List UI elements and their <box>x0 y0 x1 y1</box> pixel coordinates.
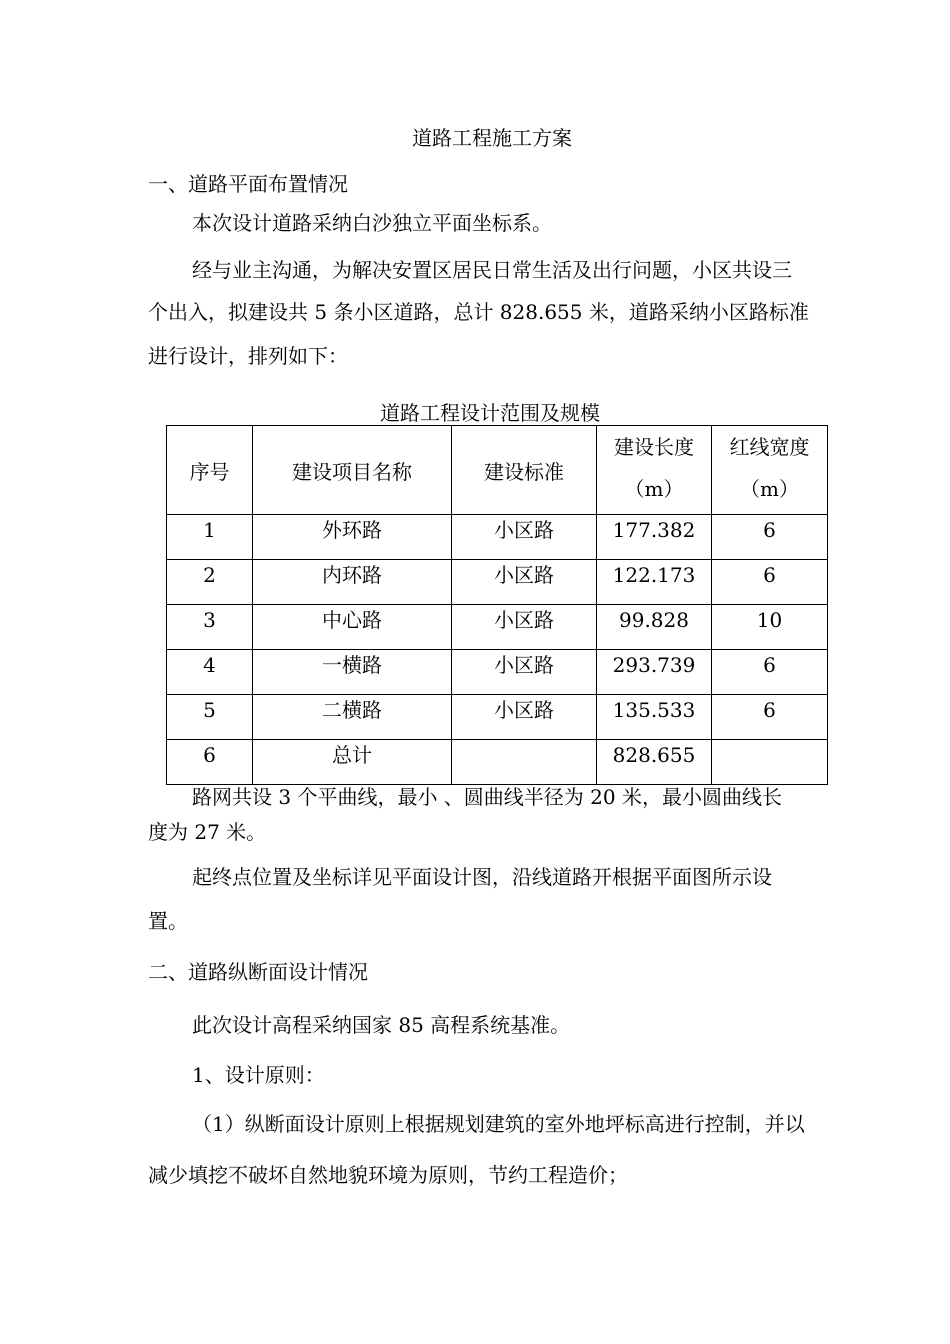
cell-length: 135.533 <box>597 695 712 740</box>
cell-no: 5 <box>167 695 253 740</box>
header-length <box>597 426 712 515</box>
paragraph-curves-line-1: 路网共设 3 个平曲线，最小 、圆曲线半径为 20 米，最小圆曲线长 <box>192 785 782 809</box>
cell-name: 内环路 <box>253 560 452 605</box>
section-heading-plan-layout: 一、道路平面布置情况 <box>148 172 348 196</box>
table-row <box>167 560 828 605</box>
paragraph-roads-line-3: 进行设计，排列如下： <box>148 344 348 368</box>
table-row <box>167 650 828 695</box>
paragraph-roads-line-1: 经与业主沟通，为解决安置区居民日常生活及出行问题，小区共设三 <box>192 258 792 282</box>
paragraph-coordinates-line-1: 起终点位置及坐标详见平面设计图，沿线道路开根据平面图所示设 <box>192 865 772 889</box>
cell-length: 828.655 <box>597 740 712 785</box>
table-header-row <box>167 426 828 515</box>
table-row <box>167 515 828 560</box>
cell-no: 3 <box>167 605 253 650</box>
cell-standard: 小区路 <box>452 515 597 560</box>
document-title: 道路工程施工方案 <box>412 126 572 150</box>
header-length-label: 建设长度 <box>614 435 694 459</box>
header-width-label: 红线宽度 <box>729 435 810 459</box>
header-length-unit: （m） <box>624 477 684 501</box>
cell-length: 293.739 <box>597 650 712 695</box>
cell-standard: 小区路 <box>452 605 597 650</box>
cell-width: 10 <box>712 605 828 650</box>
header-no: 序号 <box>167 426 253 515</box>
cell-standard <box>452 740 597 785</box>
paragraph-principle-1-line-2: 减少填挖不破坏自然地貌环境为原则，节约工程造价； <box>148 1163 628 1187</box>
cell-width <box>712 740 828 785</box>
cell-length: 177.382 <box>597 515 712 560</box>
cell-no: 4 <box>167 650 253 695</box>
cell-name: 二横路 <box>253 695 452 740</box>
cell-length: 122.173 <box>597 560 712 605</box>
cell-no: 1 <box>167 515 253 560</box>
header-standard: 建设标准 <box>452 426 597 515</box>
table-row <box>167 695 828 740</box>
table-row-total <box>167 740 828 785</box>
cell-width: 6 <box>712 560 828 605</box>
table-row <box>167 605 828 650</box>
paragraph-principle-1-line-1: （1）纵断面设计原则上根据规划建筑的室外地坪标高进行控制，并以 <box>192 1112 805 1136</box>
paragraph-roads-line-2: 个出入，拟建设共 5 条小区道路，总计 828.655 米，道路采纳小区路标准 <box>148 300 809 324</box>
paragraph-elevation-system: 此次设计高程采纳国家 85 高程系统基准。 <box>192 1013 571 1037</box>
cell-standard: 小区路 <box>452 650 597 695</box>
cell-name: 中心路 <box>253 605 452 650</box>
cell-width: 6 <box>712 515 828 560</box>
paragraph-coordinates-line-2: 置。 <box>148 909 188 933</box>
section-heading-profile-design: 二、道路纵断面设计情况 <box>148 960 368 984</box>
cell-name: 一横路 <box>253 650 452 695</box>
cell-no: 2 <box>167 560 253 605</box>
cell-no: 6 <box>167 740 253 785</box>
header-name: 建设项目名称 <box>253 426 452 515</box>
paragraph-curves-line-2: 度为 27 米。 <box>148 820 267 844</box>
paragraph-design-principles-heading: 1、设计原则： <box>192 1063 325 1087</box>
cell-name: 总计 <box>253 740 452 785</box>
header-width-unit: （m） <box>740 477 799 501</box>
cell-width: 6 <box>712 650 828 695</box>
paragraph-coordinate-system: 本次设计道路采纳白沙独立平面坐标系。 <box>192 211 552 235</box>
road-scope-table <box>166 425 828 785</box>
cell-name: 外环路 <box>253 515 452 560</box>
table-caption: 道路工程设计范围及规模 <box>380 401 600 425</box>
cell-standard: 小区路 <box>452 695 597 740</box>
cell-length: 99.828 <box>597 605 712 650</box>
header-width <box>712 426 828 515</box>
cell-width: 6 <box>712 695 828 740</box>
cell-standard: 小区路 <box>452 560 597 605</box>
